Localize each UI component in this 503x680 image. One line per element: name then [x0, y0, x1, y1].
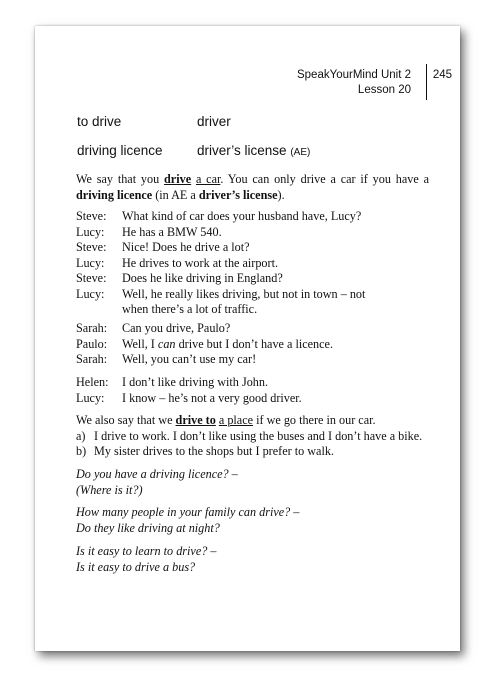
page-header — [297, 68, 419, 98]
dialogue-line: Helen: I don’t like driving with John. — [76, 375, 269, 389]
dialogue-line: Lucy: He has a BMW 540. — [76, 224, 222, 239]
header-title: SpeakYourMind Unit 2 — [296, 69, 411, 81]
page-number: 245 — [432, 69, 452, 81]
example-item: b) My sister drives to the shops but I prefer to walk. — [76, 444, 334, 458]
vocab-note: (AE) — [290, 147, 311, 158]
vocab-word: driver — [197, 114, 231, 129]
header-divider — [426, 64, 428, 100]
dialogue-line: Lucy: I know – he’s not a very good driver. — [76, 390, 302, 405]
drive-to-paragraph: We also say that we drive to a place if we go there in our car. — [76, 413, 376, 427]
dialogue-line: Lucy: Well, he really likes driving, but not in town – not when there’s a lot of traffic. — [76, 286, 366, 316]
drive-to-section — [76, 413, 446, 460]
dialogue-helen-lucy — [76, 375, 436, 406]
intro-paragraph: We say that you drive a car. You can only drive a car if you have a driving licence (in AE a driver’s license). — [76, 172, 429, 202]
keyword-drivers-license: driver’s license — [198, 187, 278, 202]
keyword-driving-licence: driving licence — [76, 187, 153, 202]
question-block: Do you have a driving licence? – (Where is it?) — [76, 467, 238, 497]
keyword-a-place: a place — [218, 413, 254, 427]
dialogue-line: Lucy: He drives to work at the airport. — [76, 255, 279, 270]
document-page — [35, 26, 460, 651]
keyword-a-car: a car — [195, 172, 221, 186]
example-item: a) I drive to work. I don’t like using the buses and I don’t have a bike. — [76, 428, 423, 443]
vocab-word: to drive — [77, 114, 122, 129]
keyword-drive: drive — [164, 172, 192, 186]
keyword-drive-to: drive to — [175, 413, 216, 427]
dialogue-line: Paulo: Well, I can drive but I don’t have a licence. — [76, 336, 334, 351]
vocab-word: driving licence — [77, 143, 163, 158]
question-block: How many people in your family can drive? – Do they like driving at night? — [76, 505, 300, 535]
question-block: Is it easy to learn to drive? – Is it easy to drive a bus? — [76, 544, 217, 574]
dialogue-line: Sarah: Can you drive, Paulo? — [76, 321, 231, 335]
dialogue-steve-lucy — [76, 209, 436, 318]
vocab-word: driver’s license — [197, 143, 287, 158]
dialogue-line: Sarah: Well, you can’t use my car! — [76, 352, 257, 366]
dialogue-line: Steve: Nice! Does he drive a lot? — [76, 240, 250, 254]
header-lesson: Lesson 20 — [357, 84, 411, 96]
dialogue-line: Steve: What kind of car does your husband have, Lucy? — [76, 209, 362, 223]
dialogue-sarah-paulo — [76, 321, 436, 368]
dialogue-line: Steve: Does he like driving in England? — [76, 271, 283, 285]
